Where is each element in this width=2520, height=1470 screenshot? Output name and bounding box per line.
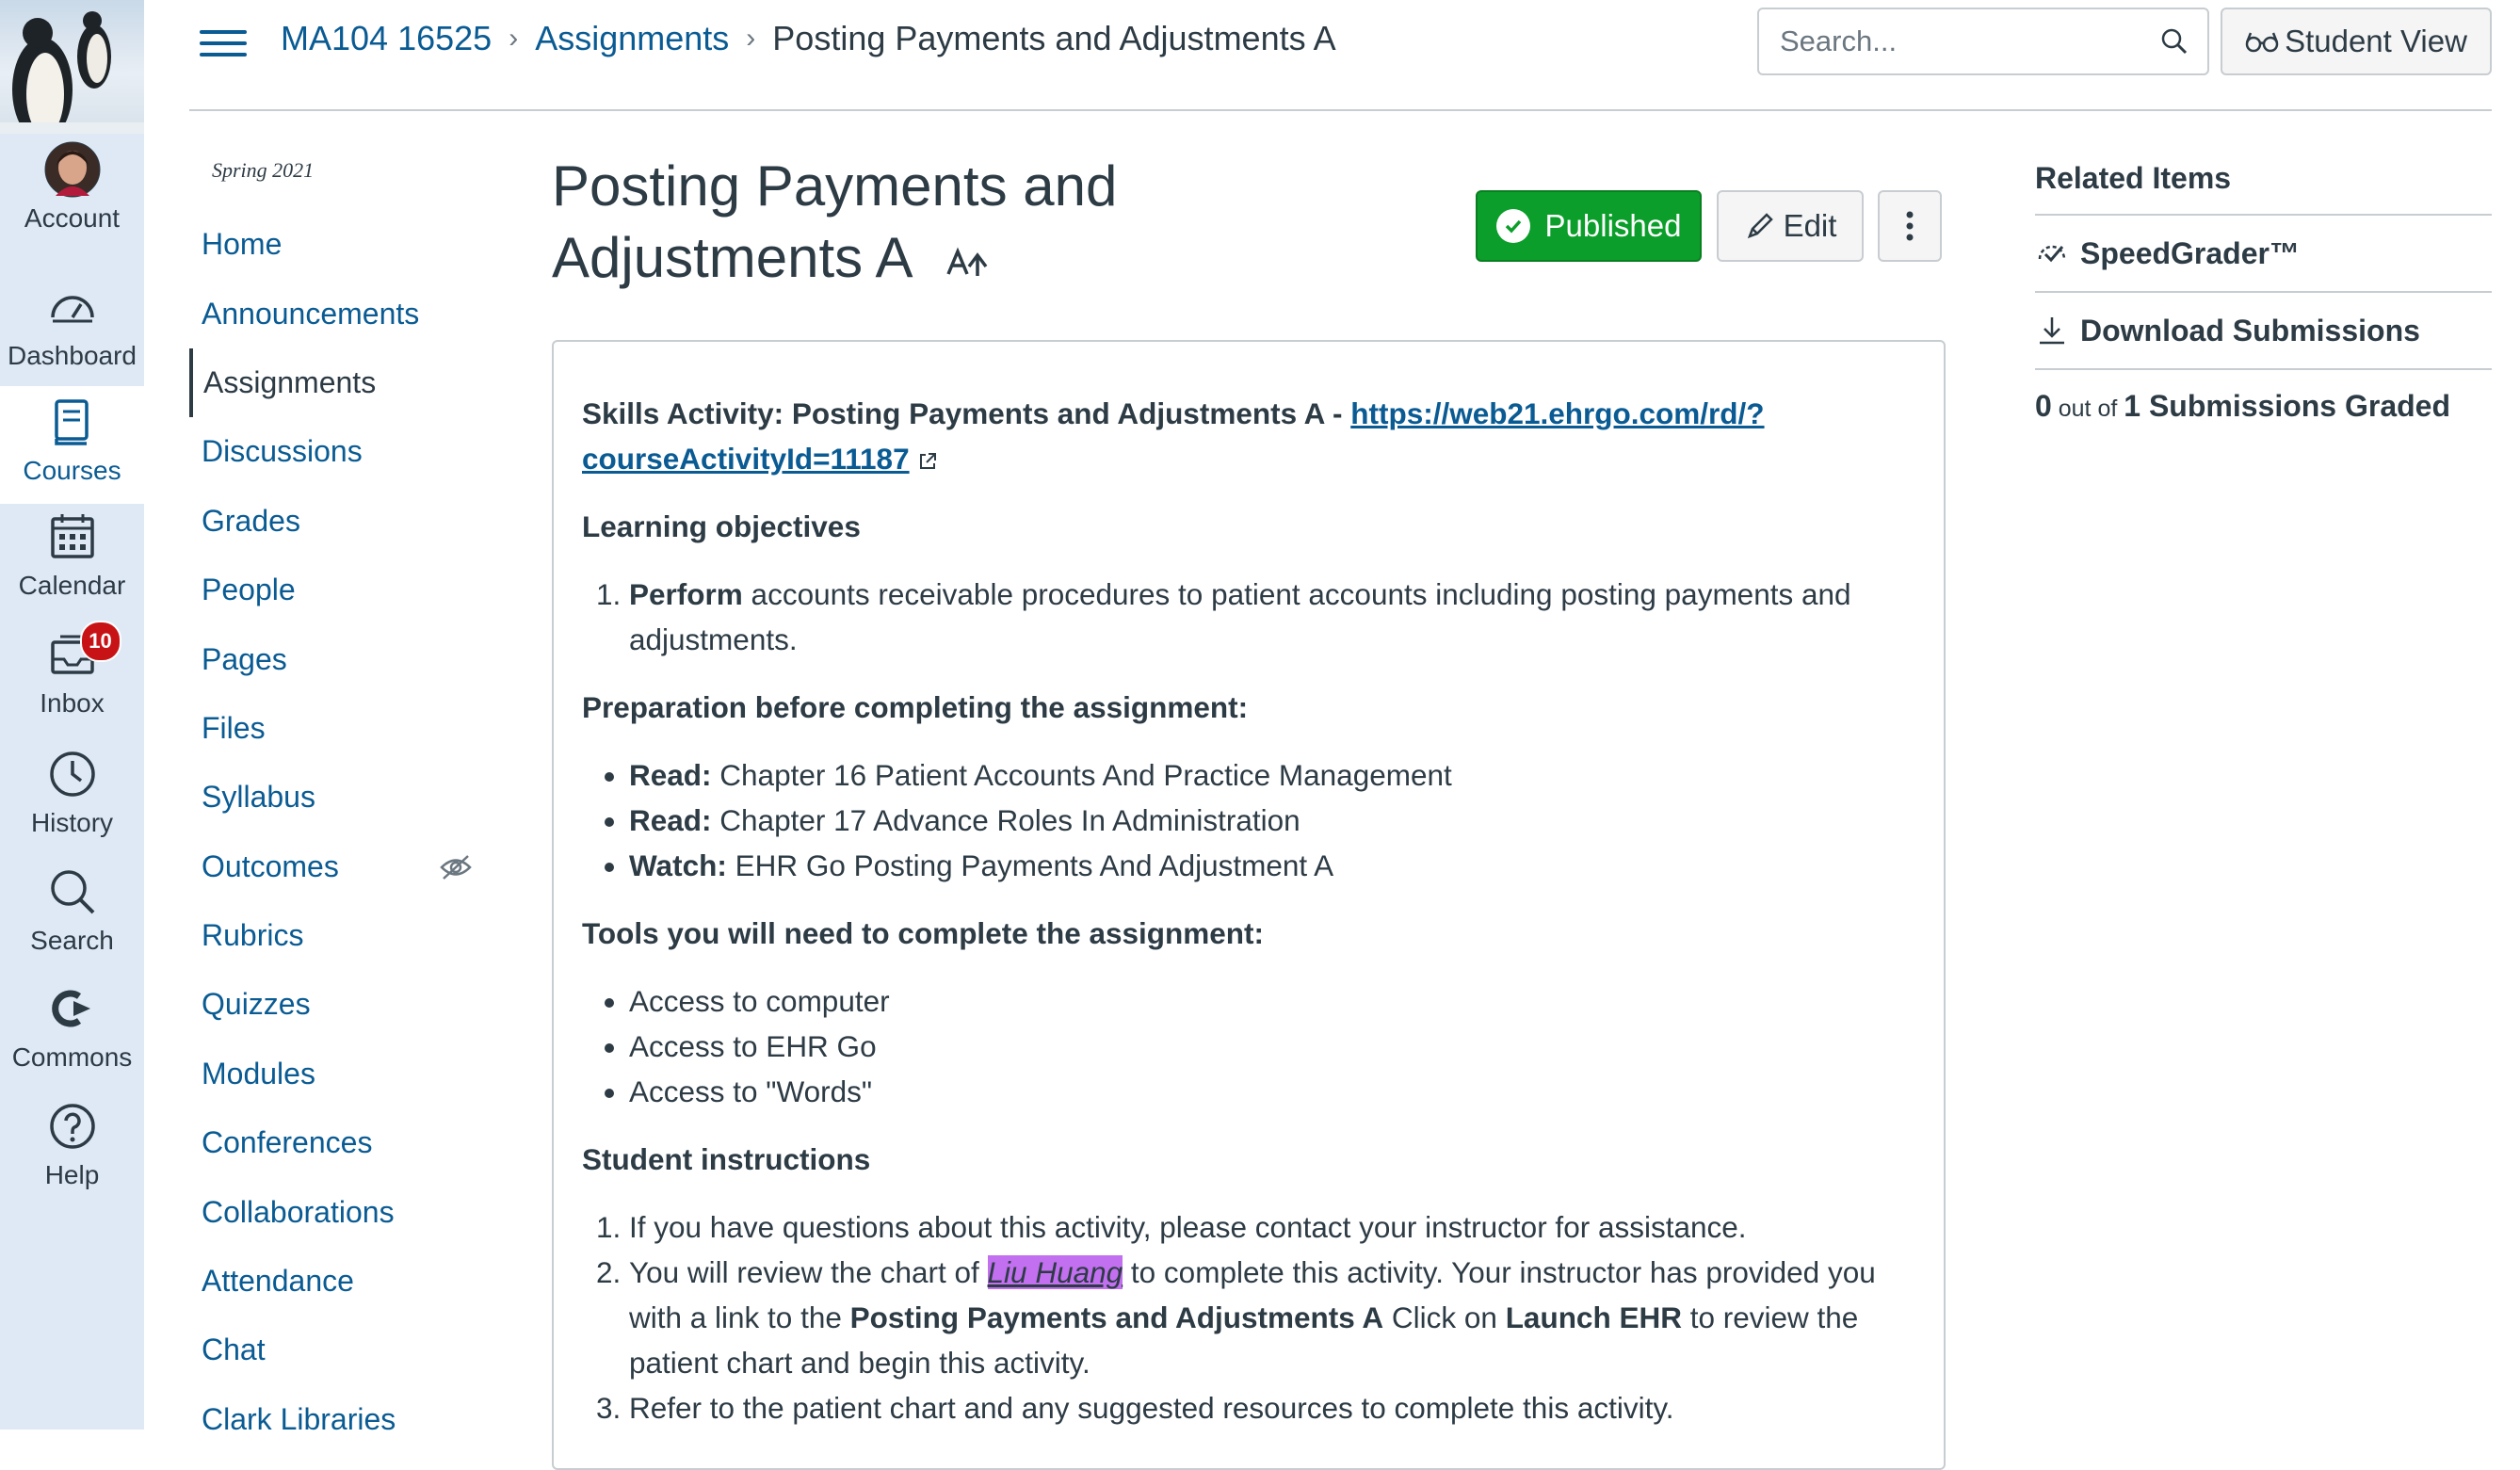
instruction-text: Click on [1383, 1300, 1506, 1334]
course-nav-rubrics[interactable]: Rubrics [202, 918, 304, 953]
course-nav-outcomes[interactable]: Outcomes [202, 848, 339, 883]
global-nav-label: Help [44, 1160, 100, 1189]
list-item: • Access to computer [629, 978, 1915, 1024]
penguin-logo-image [0, 0, 144, 134]
inbox-icon [44, 626, 112, 683]
dashboard-icon [44, 279, 101, 335]
prep-label: Watch: [629, 848, 727, 882]
tools-heading: Tools you will need to complete the assignment: [582, 916, 1265, 950]
global-nav-label: Account [24, 203, 121, 233]
breadcrumb [281, 19, 1336, 58]
course-nav-people[interactable]: People [202, 573, 296, 607]
course-nav-grades[interactable]: Grades [202, 503, 300, 538]
list-item [629, 572, 1915, 662]
student-view-button[interactable] [2221, 8, 2492, 75]
breadcrumb-course-link[interactable]: MA104 16525 [281, 19, 493, 57]
download-submissions-label: Download Submissions [2080, 313, 2420, 347]
prep-text: Chapter 17 Advance Roles In Administration [711, 803, 1300, 837]
course-nav-quizzes[interactable]: Quizzes [202, 987, 311, 1022]
page-title [552, 151, 1418, 294]
course-nav-collaborations[interactable]: Collaborations [202, 1194, 395, 1229]
published-button[interactable] [1476, 190, 1702, 262]
download-icon [2035, 314, 2069, 347]
student-view-label: Student View [2285, 24, 2467, 58]
global-nav-label: Calendar [18, 571, 126, 600]
objectives-list [582, 572, 1915, 662]
global-nav-history[interactable] [0, 746, 144, 857]
instruction-bold: Launch EHR [1505, 1300, 1682, 1334]
global-nav-search[interactable] [0, 864, 144, 975]
help-icon [44, 1098, 101, 1155]
preparation-list [582, 752, 1915, 888]
instruction-text: to review the patient chart and begin this activity. [629, 1300, 1859, 1380]
course-nav-pages[interactable]: Pages [202, 641, 287, 676]
assignment-description [552, 340, 1946, 1470]
more-options-button[interactable] [1878, 190, 1942, 262]
institution-logo[interactable] [0, 0, 144, 134]
chevron-right-icon: › [509, 23, 519, 54]
list-item [629, 798, 1915, 843]
course-menu-toggle-button[interactable] [200, 24, 247, 62]
global-nav-courses[interactable] [0, 386, 144, 504]
search-input[interactable] [1778, 24, 2160, 59]
hidden-eye-icon [440, 853, 472, 881]
related-items-panel [2035, 155, 2492, 424]
course-nav-files[interactable]: Files [202, 710, 266, 745]
instruction-bold: Posting Payments and Adjustments A [849, 1300, 1384, 1334]
breadcrumb-assignments-link[interactable]: Assignments [535, 19, 730, 57]
course-nav-announcements[interactable]: Announcements [202, 296, 420, 331]
course-nav-discussions[interactable]: Discussions [202, 434, 363, 469]
prep-text: EHR Go Posting Payments And Adjustment A [726, 848, 1334, 882]
instructions-list [582, 1204, 1915, 1430]
intro-paragraph [582, 391, 1915, 481]
related-items-title: Related Items [2035, 155, 2492, 216]
inbox-unread-badge: 10 [80, 621, 121, 662]
search-icon[interactable] [2160, 27, 2189, 56]
objective-verb: Perform [629, 577, 743, 611]
global-nav-inbox[interactable] [0, 626, 144, 737]
preparation-heading: Preparation before completing the assignment: [582, 690, 1249, 724]
list-item: • Access to "Words" [629, 1069, 1915, 1114]
global-nav-label: Search [30, 926, 114, 955]
instruction-text: to complete this activity. Your instructor has provided you with a link to the [629, 1255, 1876, 1334]
global-nav-dashboard[interactable] [0, 279, 144, 390]
published-label: Published [1544, 208, 1682, 243]
list-item [629, 752, 1915, 798]
prep-label: Read: [629, 758, 712, 792]
course-nav-assignments[interactable]: Assignments [189, 348, 491, 417]
glasses-icon [2245, 30, 2279, 53]
speedgrader-link[interactable] [2035, 216, 2492, 293]
courses-icon [44, 394, 101, 450]
course-nav-home[interactable]: Home [202, 227, 283, 262]
list-item [629, 1250, 1915, 1385]
header-divider [189, 109, 2492, 111]
global-nav-label: Dashboard [8, 341, 137, 370]
global-nav-help[interactable] [0, 1098, 144, 1209]
avatar [44, 141, 101, 198]
graded-total: 1 [2124, 389, 2141, 423]
list-item: • Access to EHR Go [629, 1024, 1915, 1069]
global-nav-label: Commons [11, 1042, 133, 1072]
list-item: 1. If you have questions about this activity, please contact your instructor for assistance. [629, 1204, 1915, 1250]
chevron-right-icon: › [746, 23, 756, 54]
graded-suffix: Submissions Graded [2140, 389, 2451, 423]
objectives-heading: Learning objectives [582, 509, 861, 543]
instruction-text: You will review the chart of [629, 1255, 988, 1289]
course-nav-conferences[interactable]: Conferences [202, 1125, 373, 1160]
course-nav-syllabus[interactable]: Syllabus [202, 780, 315, 815]
graded-count: 0 [2035, 389, 2052, 423]
history-clock-icon [44, 746, 101, 802]
prep-text: Chapter 16 Patient Accounts And Practice Management [711, 758, 1452, 792]
link-line-2: courseActivityId=11187 [582, 442, 910, 476]
download-submissions-link[interactable] [2035, 293, 2492, 370]
text-style-icon [946, 246, 988, 278]
global-nav-commons[interactable] [0, 980, 144, 1091]
list-item [629, 843, 1915, 888]
course-term: Spring 2021 [212, 158, 315, 182]
check-circle-icon [1496, 209, 1530, 243]
global-nav-calendar[interactable] [0, 509, 144, 620]
global-nav-label: Courses [23, 456, 121, 485]
assignment-title: Posting Payments and Adjustments A [552, 154, 1118, 289]
breadcrumb-current: Posting Payments and Adjustments A [772, 19, 1336, 57]
course-nav [189, 210, 491, 1454]
list-item: 3. Refer to the patient chart and any suggested resources to complete this activity. [629, 1385, 1915, 1430]
commons-icon [44, 980, 101, 1037]
intro-label: Skills Activity: Posting Payments and Adjustments A - [582, 396, 1351, 430]
search-box [1757, 8, 2209, 75]
global-nav [0, 0, 144, 1430]
global-nav-account[interactable] [0, 141, 144, 252]
calendar-icon [44, 509, 101, 565]
global-nav-label: Inbox [40, 688, 105, 718]
course-nav-attendance[interactable]: Attendance [202, 1264, 354, 1299]
course-nav-outcomes-row[interactable] [189, 832, 491, 901]
edit-button[interactable] [1717, 190, 1864, 262]
link-line-1: https://web21.ehrgo.com/rd/? [1350, 396, 1765, 430]
pencil-icon [1744, 210, 1776, 242]
global-nav-label: History [30, 808, 114, 837]
speedgrader-label: SpeedGrader™ [2080, 235, 2300, 270]
edit-label: Edit [1783, 208, 1837, 243]
course-nav-modules[interactable]: Modules [202, 1056, 315, 1090]
instructions-heading: Student instructions [582, 1142, 871, 1176]
speedgrader-icon [2035, 236, 2069, 270]
objective-text: accounts receivable procedures to patient accounts including posting payments and adjustments. [629, 577, 1851, 656]
external-link-icon [917, 451, 938, 472]
prep-label: Read: [629, 803, 712, 837]
graded-out-of: out of [2051, 396, 2124, 422]
kebab-menu-icon [1906, 210, 1914, 242]
tools-list [582, 978, 1915, 1114]
graded-summary [2035, 389, 2492, 424]
search-icon [44, 864, 101, 920]
course-nav-chat[interactable]: Chat [202, 1333, 266, 1367]
highlighted-patient-name: Liu Huang [987, 1255, 1123, 1289]
course-nav-clark-libraries[interactable]: Clark Libraries [202, 1401, 396, 1436]
